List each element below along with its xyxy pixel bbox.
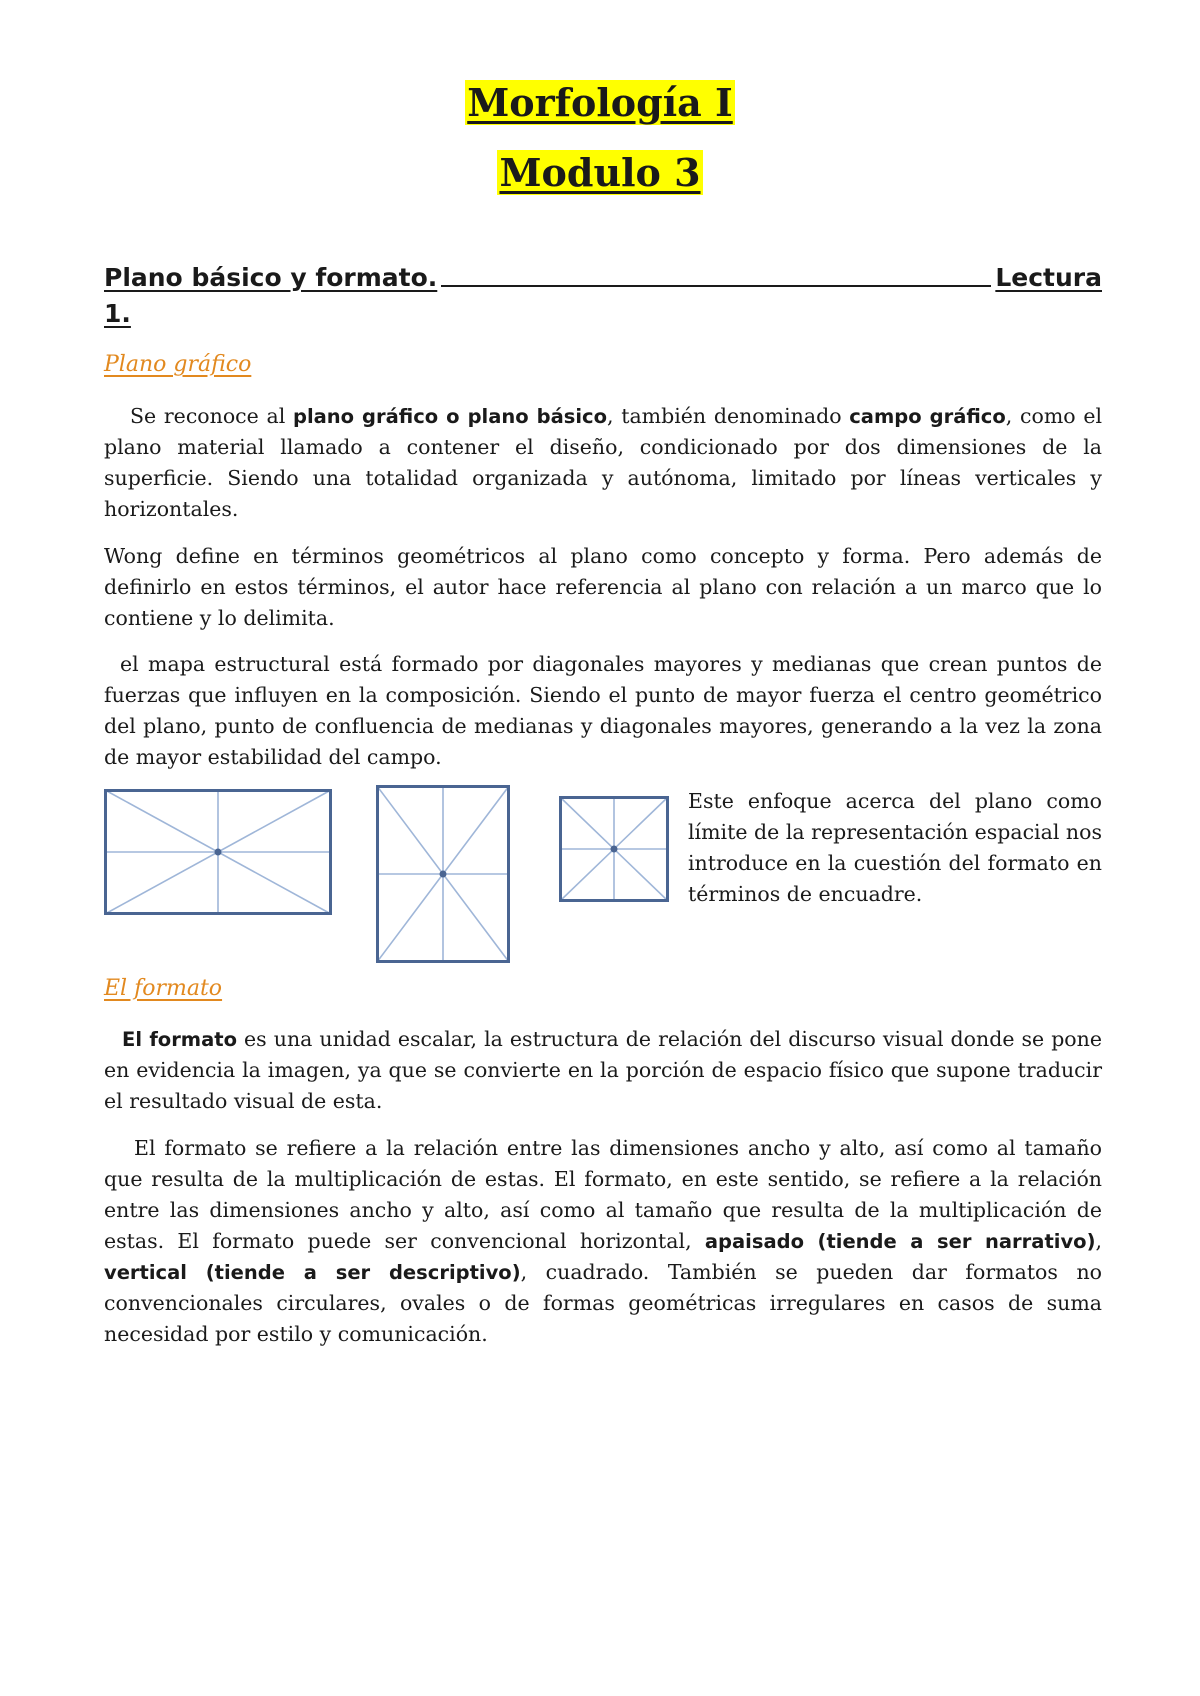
paragraph-enfoque: Este enfoque acerca del plano como límite de la representación espacial nos introduce en la cuestión del formato en términos de encuadre. <box>688 789 1102 906</box>
landscape-format-diagram <box>104 789 332 915</box>
section-title-el-formato: El formato <box>104 976 223 1001</box>
reading-heading <box>104 260 1102 332</box>
document-title: Morfología I <box>467 80 733 125</box>
center-point <box>440 871 447 878</box>
heading-left: Plano básico y formato. <box>104 263 438 292</box>
module-subtitle: Modulo 3 <box>499 150 701 195</box>
square-format-diagram <box>559 796 669 902</box>
section-title-plano-grafico: Plano gráfico <box>104 352 252 377</box>
heading-right: Lectura <box>995 263 1102 292</box>
portrait-format-diagram <box>376 785 510 963</box>
center-point <box>611 846 618 853</box>
paragraph-relacion-dimensiones: El formato se refiere a la relación entre las dimensiones ancho y alto, así como al tamaño que resulta de la multiplicación de estas. El formato, en este sentido, se refiere a la relación entre las dimensiones ancho y alto, así como al tamaño que resulta de la multiplicación de estas. El formato puede ser convencional horizontal, apaisado (tiende a ser narrativo), vertical (tiende a ser descriptivo), cuadrado. También se pueden dar formatos no convencionales circulares, ovales o de formas geométricas irregulares en casos de suma necesidad por estilo y comunicación. <box>104 1136 1103 1346</box>
paragraph-mapa-estructural: el mapa estructural está formado por diagonales mayores y medianas que crean puntos de fuerzas que influyen en la composición. Siendo el punto de mayor fuerza el centro geométrico del plano, punto de confluencia de medianas y diagonales mayores, generando a la vez la zona de mayor estabilidad del campo. <box>104 652 1102 769</box>
heading-number: 1. <box>104 299 131 328</box>
center-point <box>215 849 222 856</box>
paragraph-el-formato: El formato es una unidad escalar, la estructura de relación del discurso visual donde se pone en evidencia la imagen, ya que se convierte en la porción de espacio físico que supone traducir el resultado visual de esta. <box>104 1027 1102 1113</box>
paragraph-wong: Wong define en términos geométricos al plano como concepto y forma. Pero además de definirlo en estos términos, el autor hace referencia al plano con relación a un marco que lo contiene y lo delimita. <box>104 544 1102 630</box>
paragraph-plano-grafico: Se reconoce al plano gráfico o plano básico, también denominado campo gráfico, como el plano material llamado a contener el diseño, condicionado por dos dimensiones de la superficie. Siendo una totalidad organizada y autónoma, limitado por líneas verticales y horizontales. <box>104 404 1103 521</box>
